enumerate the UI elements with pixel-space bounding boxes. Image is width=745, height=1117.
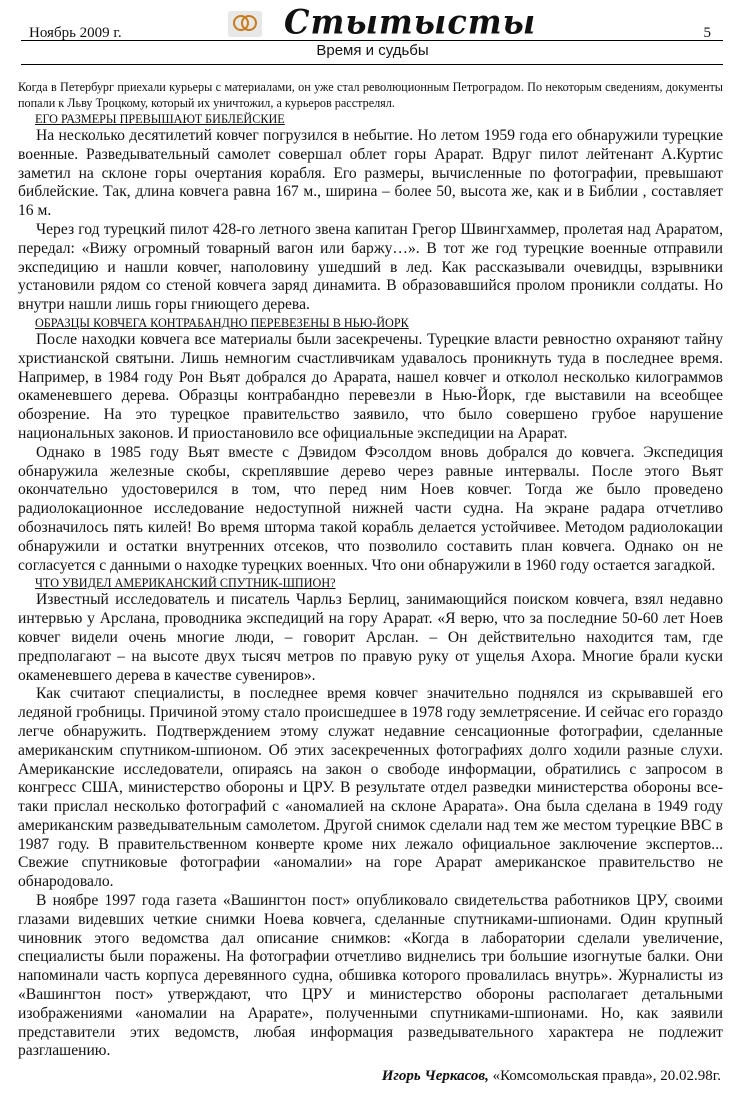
newspaper-logo-icon xyxy=(228,11,262,37)
byline xyxy=(18,1066,721,1086)
paragraph: После находки ковчега все материалы были засекречены. Турецкие власти ревностно охраняют тайну христианской святыни. Лишь немногим счастливчикам удавалось проникнуть туда в последнее время. Например, в 1984 году Рон Вьят добрался до Арарата, нашел ковчег и отколол несколько килограммов окаменевшего дерева. Образцы контрабандно перевезли в Нью-Йорк, где выставили на всеобщее обозрение. На это турецкое правительство заявило, что было совершено грубое нарушение национальных законов. И приостановило все официальные экспедиции на Арарат. xyxy=(18,330,723,442)
article-body xyxy=(18,79,723,1086)
paragraph: На несколько десятилетий ковчег погрузился в небытие. Но летом 1959 года его обнаружили турецкие военные. Разведывательный самолет совершал облет горы Арарат. Вдруг пилот лейтенант А.Куртис заметил на склоне горы очертания корабля. Его размеры, вычисленные по фотографии, превышают библейские. Так, длина ковчега равна 167 м., ширина – более 50, высота же, как и в Библии , составляет 16 м. xyxy=(18,127,723,220)
intro-paragraph: Когда в Петербург приехали курьеры с материалами, он уже стал революционным Петроградом. По некоторым сведениям, документы попали к Льву Троцкому, который их уничтожил, а курьеров расстрелял. xyxy=(18,80,723,110)
page-number: 5 xyxy=(703,25,711,41)
paragraph: Как считают специалисты, в последнее время ковчег значительно поднялся из скрывавшей его ледяной гробницы. Причиной этому стало происшедшее в 1978 году землетрясение. И сейчас его гораздо легче обнаружить. Подтверждением этому служат недавние сенсационные фотографии, сделанные американским спутником-шпионом. Об этих засекреченных фотографиях долго ходили разные слухи. Американские исследователи, опираясь на закон о свободе информации, обратились с запросом в конгресс США, министерство обороны и ЦРУ. В результате отдел разведки министерства обороны все-таки прислал несколько фотографий с «аномалией на склоне Арарата». Она была сделана в 1949 году американским разведывательным самолетом. Другой снимок сделали над тем же местом турецкие ВВС в 1987 году. В правительственном конверте кроме них лежало официальное заключение экспертов... Свежие спутниковые фотографии «аномалии» на горе Арарат американское правительство не обнародовало. xyxy=(18,685,723,891)
issue-date: Ноябрь 2009 г. xyxy=(29,25,122,41)
section-title: Время и судьбы xyxy=(316,42,429,59)
header-divider-top xyxy=(21,40,723,41)
subheading-samples: ОБРАЗЦЫ КОВЧЕГА КОНТРАБАНДНО ПЕРЕВЕЗЕНЫ В НЬЮ-ЙОРК xyxy=(35,315,409,330)
paragraph: Известный исследователь и писатель Чарльз Берлиц, занимающийся поиском ковчега, взял недавно интервью у Арслана, проводника экспедиций на гору Арарат. «Я верю, что за последние 50-60 лет Ноев ковчег видели очень многие люди, – говорит Арслан. – Он действительно находится там, где предполагают – на высоте двух тысяч метров по правую руку от ущелья Ахора. Многие брали куски окаменевшего дерева в качестве сувениров». xyxy=(18,591,723,684)
author-name: Игорь Черкасов, xyxy=(381,1068,489,1085)
header-divider-bottom xyxy=(21,64,723,65)
subheading-satellite: ЧТО УВИДЕЛ АМЕРИКАНСКИЙ СПУТНИК-ШПИОН? xyxy=(35,576,336,591)
source-citation: «Комсомольская правда», 20.02.98г. xyxy=(492,1068,721,1085)
paragraph: В ноябре 1997 года газета «Вашингтон пост» опубликовало свидетельства работников ЦРУ, своими глазами видевших четкие снимки Ноева ковчега, сделанные спутниками-шпионами. Один крупный чиновник этого ведомства дал описание снимков: «Когда в лаборатории сделали увеличение, специалисты были поражены. На фотографии отчетливо виднелись три большие изогнутые балки. Они напоминали часть корпуса деревянного судна, обшивка которого провалилась внутрь». Журналисты из «Вашингтон пост» утверждают, что ЦРУ и министерство обороны располагает детальными изображениями «аномалии на Арарате», полученными спутниками-шпионами. Но, как заявили представители этих ведомств, любая информация разведывательного характера не подлежит разглашению. xyxy=(18,892,723,1060)
logo-mark-icon xyxy=(232,14,258,32)
subheading-size: ЕГО РАЗМЕРЫ ПРЕВЫШАЮТ БИБЛЕЙСКИЕ xyxy=(35,112,285,126)
masthead-title: Сmыmысmы xyxy=(284,2,537,42)
paragraph: Через год турецкий пилот 428-го летного звена капитан Грегор Швингхаммер, пролетая над Араратом, передал: «Вижу огромный товарный вагон или баржу…». В тот же год турецкие военные отправили экспедицию и нашли ковчег, наполовину ушедший в лед. Как рассказывали очевидцы, взрывники установили рядом со стеной ковчега заряд динамита. В образовавшийся пролом проникли солдаты. Но внутри нашли лишь горы гниющего дерева. xyxy=(18,220,723,314)
page-header xyxy=(0,0,745,70)
paragraph: Однако в 1985 году Вьят вместе с Дэвидом Фэсолдом вновь добрался до ковчега. Экспедиция обнаружила железные скобы, скреплявшие дерево через равные интервалы. После этого Вьят окончательно удостоверился в том, что перед ним Ноев ковчег. Тогда же было проведено радиолокационное исследование недоступной нижней части судна. На экране радара отчетливо обозначилось пять килей! Во время шторма такой корабль делается устойчивее. Методом радиолокации обнаружили и остатки внутренних отсеков, что позволило составить план ковчега. Однако он не согласуется с данными о находке турецких военных. Что они обнаружили в 1960 году остается загадкой. xyxy=(18,443,723,574)
